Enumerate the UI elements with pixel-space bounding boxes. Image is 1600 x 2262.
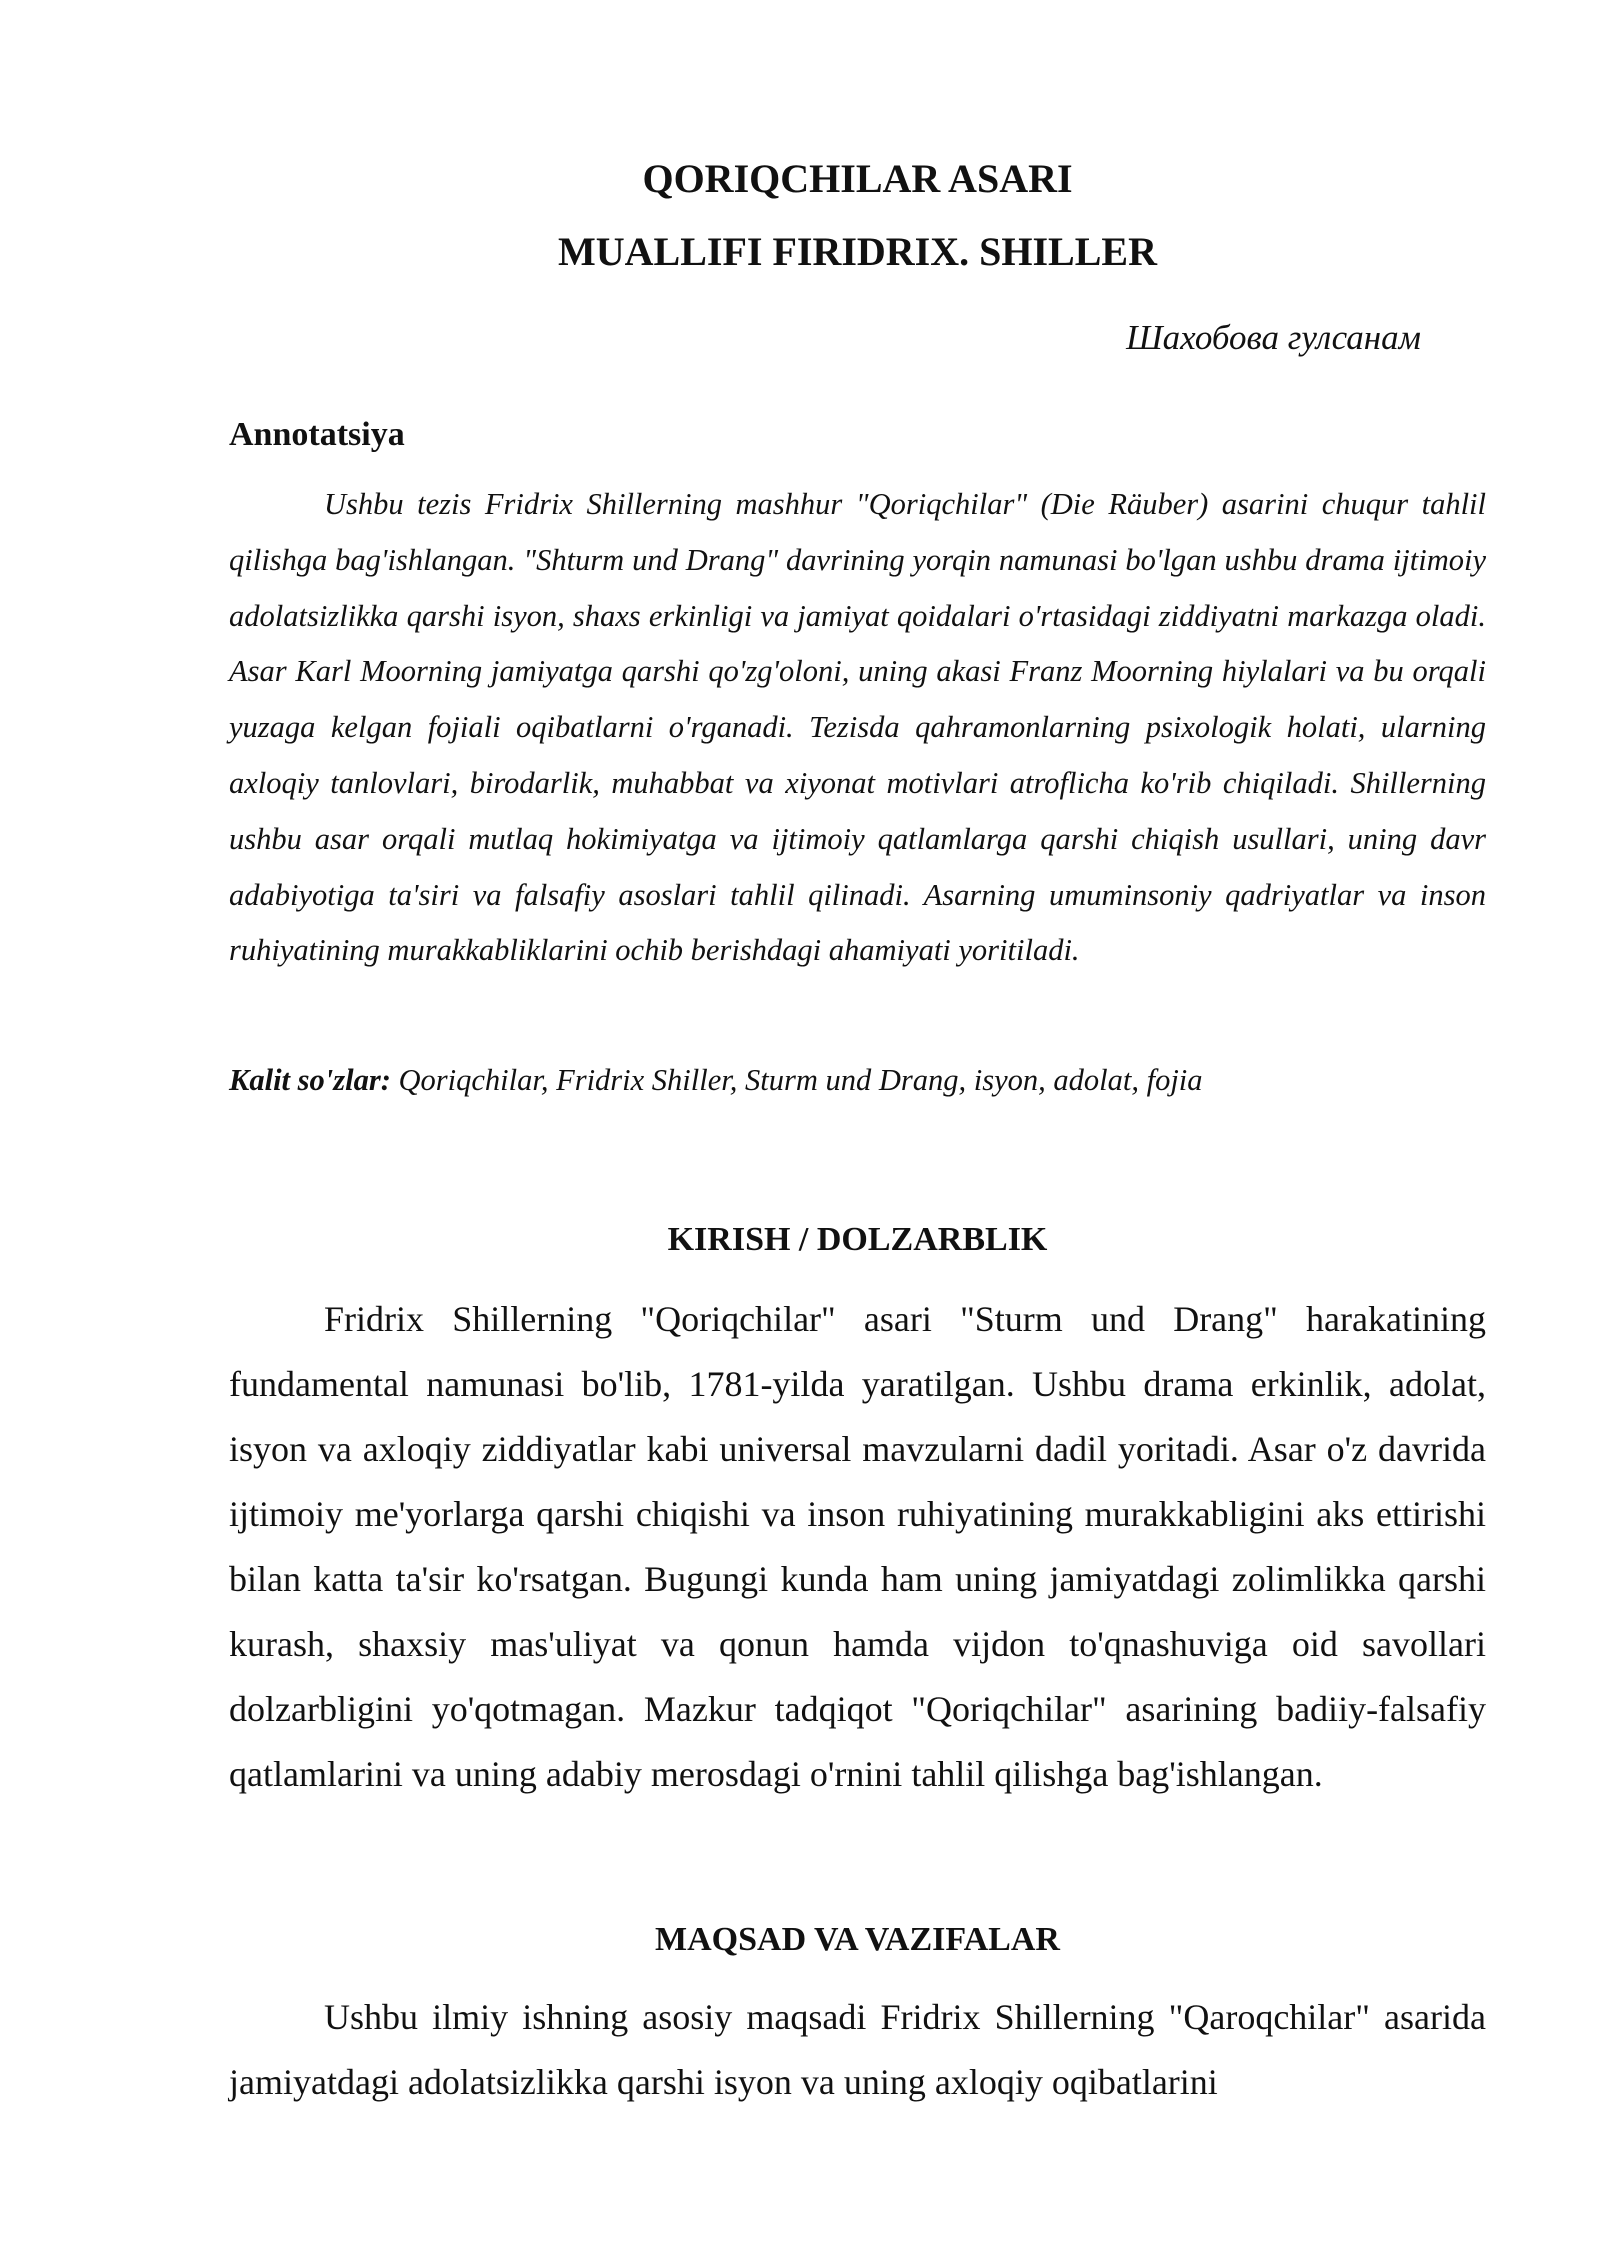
intro-paragraph: Fridrix Shillerning "Qoriqchilar" asari "Sturm und Drang" harakatining fundamental namunasi bo'lib, 1781-yilda yaratilgan. Ushbu drama erkinlik, adolat, isyon va axloqiy ziddiyatlar kabi universal mavzularni dadil yoritadi. Asar o'z davrida ijtimoiy me'yorlarga qarshi chiqishi va inson ruhiyatining murakkabligini aks ettirishi bilan katta ta'sir ko'rsatgan. Bugungi kunda ham uning jamiyatdagi zolimlikka qarshi kurash, shaxsiy mas'uliyat va qonun hamda vijdon to'qnashuviga oid savollari dolzarbligini yo'qotmagan. Mazkur tadqiqot "Qoriqchilar" asarining badiiy-falsafiy qatlamlarini va uning adabiy merosdagi o'rnini tahlil qilishga bag'ishlangan. bbox=[229, 1299, 1486, 1794]
goals-heading: MAQSAD VA VAZIFALAR bbox=[655, 1921, 1060, 1958]
author-name: Шахобова гулсанам bbox=[1126, 318, 1421, 357]
annotation-text: Ushbu tezis Fridrix Shillerning mashhur "Qoriqchilar" (Die Räuber) asarini chuqur tahlil qilishga bag'ishlangan. "Shturm und Drang" davrining yorqin namunasi bo'lgan ushbu drama ijtimoiy adolatsizlikka qarshi isyon, shaxs erkinligi va jamiyat qoidalari o'rtasidagi ziddiyatni markazga oladi. Asar Karl Moorning jamiyatga qarshi qo'zg'oloni, uning akasi Franz Moorning hiylalari va bu orqali yuzaga kelgan fojiali oqibatlarni o'rganadi. Tezisda qahramonlarning psixologik holati, ularning axloqiy tanlovlari, birodarlik, muhabbat va xiyonat motivlari atroflicha ko'rib chiqiladi. Shillerning ushbu asar orqali mutlaq hokimiyatga va ijtimoiy qatlamlarga qarshi chiqish usullari, uning davr adabiyotiga ta'siri va falsafiy asoslari tahlil qilinadi. Asarning umuminsoniy qadriyatlar va inson ruhiyatining murakkabliklarini ochib berishdagi ahamiyati yoritiladi. bbox=[229, 487, 1486, 968]
annotation-heading: Annotatsiya bbox=[229, 416, 405, 453]
keywords-label: Kalit so'zlar: bbox=[229, 1063, 391, 1097]
keywords-line bbox=[229, 1055, 1486, 1105]
goals-paragraph: Ushbu ilmiy ishning asosiy maqsadi Fridrix Shillerning "Qaroqchilar" asarida jamiyatdagi adolatsizlikka qarshi isyon va uning axloqiy oqibatlarini bbox=[229, 1997, 1486, 2102]
document-title: QORIQCHILAR ASARI bbox=[642, 156, 1073, 201]
intro-heading: KIRISH / DOLZARBLIK bbox=[667, 1221, 1048, 1258]
document-subtitle: MUALLIFI FIRIDRIX. SHILLER bbox=[558, 229, 1157, 274]
keywords-text: Qoriqchilar, Fridrix Shiller, Sturm und Drang, isyon, adolat, fojia bbox=[390, 1063, 1203, 1097]
